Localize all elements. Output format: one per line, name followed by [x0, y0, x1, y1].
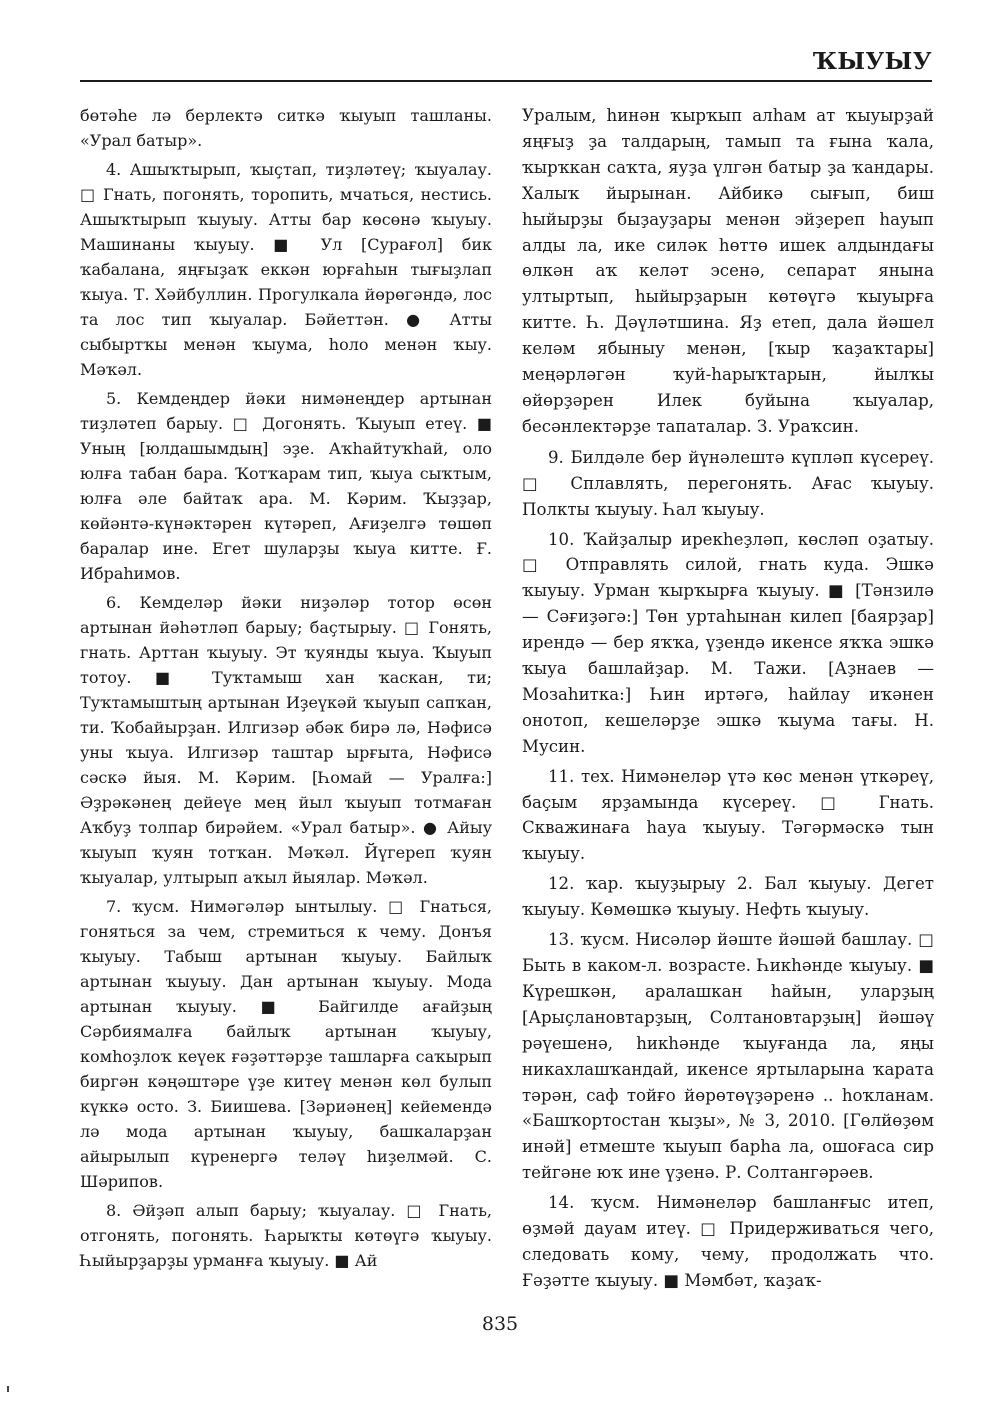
sense-4: 4. Ашыҡтырып, ҡыҫтап, тиҙләтеү; ҡыуалау. □ Гнать, погонять, торопить, мчаться, нестись. Ашыҡтырып ҡыуыу. Атты бар көсөнә ҡыуыу. Машинаны ҡыуыу. ■ Ул [Сурағол] бик ҡабалана, яңғыҙаҡ еккән юрғаһын тығыҙлап ҡыуа. Т. Хәйбуллин. Прогулкала йөрөгәндә, лос та лос тип ҡыуалар. Бәйеттән. ● Атты сыбыртҡы менән ҡыума, һоло менән ҡыу. Мәҡәл. — [80, 160, 492, 379]
page-number: 835 — [481, 1313, 519, 1335]
sense-9: 9. Билдәле бер йүнәлештә күпләп күсереү. □ Сплавлять, перегонять. Ағас ҡыуыу. Полкты ҡыуыу. Һал ҡыуыу. — [522, 447, 934, 519]
header-rule — [80, 80, 932, 82]
sense-8-continuation: Уралым, һинән ҡырҡып алһам ат ҡыуырҙай яңғыҙ ҙа талдарың, тамып та ғына ҡала, ҡырҡкан саҡта, яуҙа үлгән батыр ҙа ҡандары. Халыҡ йырынан. Айбикә сығып, биш һыйырҙы быҙауҙары менән эйҙереп һауып алды ла, ике силәк һөттө ишек алдындағы өлкән аҡ келәт эсенә, сепарат янына ултыртып, һыйырҙарын көтөүгә ҡыуырға китте. Һ. Дәүләтшина. Яҙ етеп, дала йәшел келәм ябыныу менән, [ҡыр ҡаҙаҡтары] меңәрләгән ҡуй-һарыҡтарын, йылҡы өйөрҙәрен Илек буйына ҡыуалар, бесәнлектәрҙе тапаталар. З. Ураҡсин. — [522, 106, 934, 436]
entry-continuation: бөтәһе лә берлектә ситкә ҡыуып ташланы. «Урал батыр». — [80, 106, 492, 150]
sense-11: 11. тех. Нимәнеләр үтә көс менән үткәреү, баҫым ярҙамында күсереү. □ Гнать. Скважинаға һауа ҡыуыу. Тәгәрмәскә тын ҡыуыу. — [522, 766, 934, 864]
sense-13: 13. ҡусм. Нисәләр йәште йәшәй башлау. □ Быть в каком-л. возрасте. Һикһәнде ҡыуыу. ■ Күрешкән, аралашкан һайын, уларҙың [Арыҫлановтарҙың, Солтановтарҙың] йәшәү рәүешенә, һикһәнде ҡыуғанда ла, яңы никахлашҡандай, икенсе яртыларына ҡарата тәрән, саф тойғо йөрөтөүҙәренә .. һоҡланам. «Башҡортостан ҡыҙы», № 3, 2010. [Гөлйөҙөм инәй] етмеште ҡыуып барһа ла, ошоғаса сир тейгәне юҡ ине үҙенә. Р. Солтангәрәев. — [522, 930, 934, 1183]
sense-7: 7. ҡусм. Нимәгәләр ынтылыу. □ Гнаться, гоняться за чем, стремиться к чему. Донъя ҡыуыу. Табыш артынан ҡыуыу. Байлыҡ артынан ҡыуыу. Дан артынан ҡыуыу. Мода артынан ҡыуыу. ■ Байгилде ағайҙың Сәрбиямалға байлыҡ артынан ҡыуыу, комһоҙлоҡ кеүек ғәҙәттәрҙе ташларға саҡырып биргән кәңәштәре үҙе китеү менән көл булып күккә осто. З. Биишева. [Зәриәнең] кейемендә лә мода артынан ҡыуыу, башкаларҙан айырылып күренергә теләү һиҙелмәй. С. Шәрипов. — [80, 897, 492, 1191]
right-column — [522, 103, 934, 1298]
sense-14: 14. ҡусм. Нимәнеләр башланғыс итеп, өҙмәй дауам итеү. □ Придерживаться чего, следовать кому, чему, продолжать что. Ғәҙәтте ҡыуыу. ■ Мәмбәт, ҡаҙаҡ- — [522, 1193, 934, 1290]
sense-10: 10. Ҡайҙалыр ирекһеҙләп, көсләп оҙатыу. □ Отправлять силой, гнать куда. Эшкә ҡыуыу. Урман ҡырҡырға ҡыуыу. ■ [Тәнзилә — Сәғиҙәгә:] Төн уртаһынан килеп [баярҙар] ирендә — бер яҡҡа, үҙендә икенсе яҡҡа эшкә ҡыуа башлайҙар. М. Тажи. [Аҙнаев — Мозаһитка:] Һин иртәгә, һайлау иҡәнен онотоп, кешеләрҙе эшкә ҡыума тағы. Н. Мусин. — [522, 529, 934, 756]
sense-8: 8. Әйҙәп алып барыу; ҡыуалау. □ Гнать, отгонять, погонять. Һарыҡты көтөүгә ҡыуыу. Һыйырҙарҙы урманға ҡыуыу. ■ Ай — [80, 1201, 492, 1270]
running-head: ҠЫУЫУ — [812, 48, 932, 75]
margin-mark — [7, 1386, 9, 1392]
sense-12: 12. ҡар. ҡыуҙырыу 2. Бал ҡыуыу. Дегет ҡыуыу. Көмөшкә ҡыуыу. Нефть ҡыуыу. — [522, 874, 934, 920]
sense-5: 5. Кемдеңдер йәки нимәнеңдер артынан тиҙләтеп барыу. □ Догонять. Ҡыуып етеү. ■ Уның [юлдашымдың] эҙе. Аҡһайтуҡһай, оло юлға табан бара. Ҡотҡарам тип, ҡыуа сыҡтым, юлға әле байтаҡ ара. М. Кәрим. Ҡыҙҙар, көйәнтә-күнәктәрен күтәреп, Ағиҙелгә төшөп баралар ине. Егет шуларҙы ҡыуа китте. Ғ. Ибраһимов. — [80, 389, 492, 583]
sense-6: 6. Кемделәр йәки ниҙәләр тотор өсөн артынан йәһәтләп барыу; баҫтырыу. □ Гонять, гнать. Арттан ҡыуыу. Эт ҡуянды ҡыуа. Ҡыуып тотоу. ■ Туҡтамыш хан ҡаскан, ти; Туҡтамыштың артынан Иҙеүкәй ҡыуып сапҡан, ти. Ҡобайырҙан. Илгизәр әбәк бирә лә, Нәфисә уны ҡыуа. Илгизәр таштар ырғыта, Нәфисә сәскә йыя. М. Кәрим. [Һомай — Уралға:] Әҙрәкәнең дейеүе мең йыл ҡыуып тотмаған Аҡбуҙ толпар бирәйем. «Урал батыр». ● Айыу ҡыуып ҡуян тотҡан. Мәҡәл. Йүгереп ҡуян ҡыуалар, ултырып аҡыл йыялар. Мәҡәл. — [80, 593, 492, 887]
left-column — [80, 103, 492, 1277]
